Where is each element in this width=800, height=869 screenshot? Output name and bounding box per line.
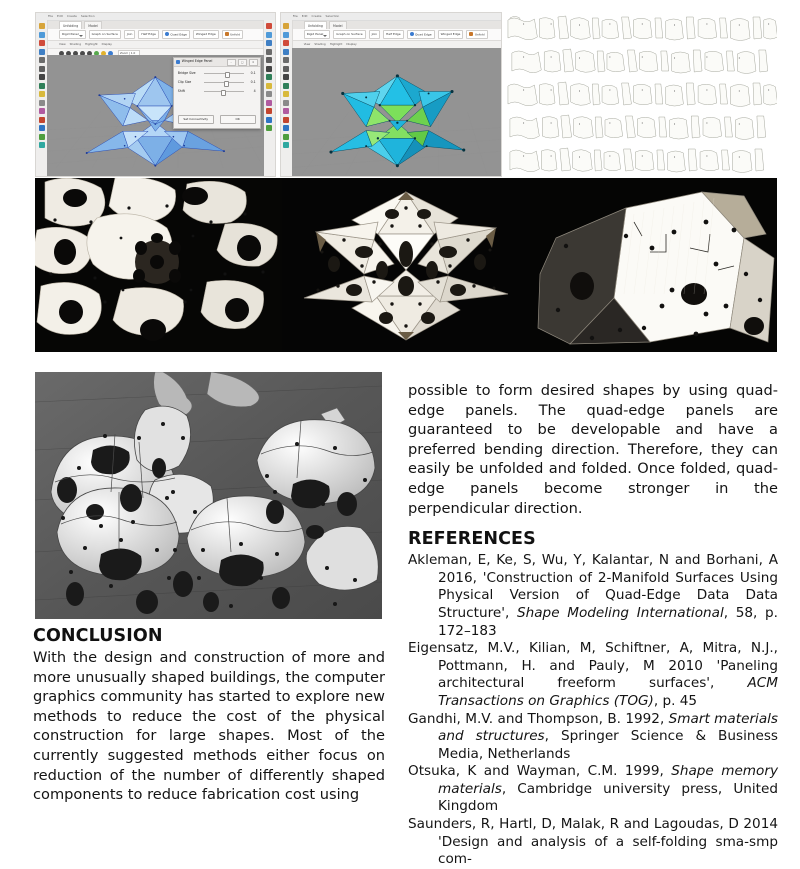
reference-text: Saunders, R, Hartl, D, Malak, R and Lagoudas, D 2014 'Design and analysis of a self-folding sma-smp com-	[408, 816, 778, 868]
ribbon-graph-on-surface-button[interactable]: Graph on Surface	[89, 30, 121, 39]
model-paneled-stellated[interactable]	[292, 48, 502, 176]
tool-icon-sidebar-camera[interactable]	[266, 74, 272, 80]
ribbon-unfold-label-2: Unfold	[474, 32, 485, 37]
software-screenshot-panel-1	[35, 12, 276, 177]
tool-icon-camera-2[interactable]	[283, 83, 289, 89]
ribbon-half-edge-button[interactable]: Half Edge	[138, 30, 159, 39]
dialog-row-shift[interactable]	[178, 89, 256, 94]
ribbon-unfold-label: Unfold	[230, 32, 240, 37]
tool-icon-sidebar-grid[interactable]	[266, 40, 272, 46]
reference-entry	[408, 552, 778, 640]
tool-icon-rotate-2[interactable]	[283, 66, 289, 72]
tool-icon-sidebar-layers[interactable]	[266, 32, 272, 38]
tool-icon-light[interactable]	[39, 91, 45, 97]
tool-icon-magnet[interactable]	[39, 100, 45, 106]
menu-item-edit[interactable]: Edit	[57, 14, 63, 18]
tool-icon-camera[interactable]	[39, 83, 45, 89]
tool-icon-magnet-2[interactable]	[283, 100, 289, 106]
reference-title-italic: Shape Modeling International	[516, 604, 724, 621]
ribbon-unfold-button[interactable]	[222, 30, 243, 40]
tool-icon-color-green-2[interactable]	[283, 134, 289, 140]
tool-icon-grid-2[interactable]	[283, 49, 289, 55]
dialog-title: Winged Edge Panel	[181, 59, 213, 64]
submenu-display[interactable]: Display	[101, 42, 112, 47]
photo-closeup-structure	[35, 178, 282, 352]
dialog-close-button[interactable]: ✕	[249, 59, 258, 66]
reference-title-italic: ACM Transactions on Graphics (TOG)	[438, 675, 778, 709]
menu-bar-2[interactable]	[281, 13, 502, 21]
winged-edge-panel-dialog[interactable]	[173, 57, 261, 129]
photo-workbench-domes	[35, 372, 382, 619]
tab-unfolding[interactable]: Unfolding	[59, 21, 82, 29]
ribbon-join-button[interactable]: Join	[124, 30, 135, 39]
ribbon-rigid-panel-dropdown-2[interactable]: Rigid Panel	[304, 30, 331, 39]
submenu-shading[interactable]: Shading	[69, 42, 82, 47]
ribbon-toolbar-2[interactable]	[292, 29, 502, 41]
reference-text: , Springer Science & Business Media, Netherlands	[438, 728, 778, 762]
ribbon-quad-edge-toggle-2[interactable]	[407, 30, 435, 40]
conclusion-heading: CONCLUSION	[33, 626, 163, 646]
reference-text: Gandhi, M.V. and Thompson, B. 1992,	[408, 710, 669, 727]
references-list	[408, 552, 778, 869]
clip-size-value: 0.1	[250, 79, 256, 84]
dialog-footer	[174, 115, 260, 128]
continuation-body: possible to form desired shapes by using quad-edge panels. The quad-edge panels are guaranteed to be developable and have a preferred bending direction. Therefore, they can easily be unfolded and folded. Once folded, quad-edge panels become stronger in the perpendicular direction.	[408, 382, 778, 517]
ribbon-quad-edge-toggle[interactable]	[162, 30, 190, 40]
photo-panel-detail	[530, 178, 777, 352]
reference-text: Otsuka, K and Wayman, C.M. 1999,	[408, 763, 672, 780]
clip-size-label: Clip Size	[177, 79, 192, 84]
ribbon-rigid-panel-dropdown[interactable]: Rigid Panel	[59, 30, 86, 39]
slider-handle[interactable]	[224, 81, 229, 87]
menu-item-file-2[interactable]: File	[292, 14, 298, 18]
submenu-view[interactable]: View	[59, 42, 66, 47]
ribbon-unfold-button-2[interactable]	[466, 30, 487, 40]
tool-icon-light-2[interactable]	[283, 91, 289, 97]
tool-icon-move[interactable]	[39, 57, 45, 63]
submenu-highlight[interactable]: Highlight	[85, 42, 98, 47]
tool-icon-layers-2[interactable]	[283, 32, 289, 38]
tool-icon-record-2[interactable]	[283, 40, 289, 46]
unfold-indicator-icon-2	[469, 32, 473, 36]
tool-icon-refresh[interactable]	[39, 74, 45, 80]
reference-text: , 58, p. 172–183	[438, 604, 778, 639]
menu-item-create-2[interactable]: Create	[311, 14, 322, 18]
bridge-size-value: 0.1	[250, 70, 256, 75]
ribbon-quad-edge-label: Quad Edge	[170, 32, 187, 37]
shift-slider[interactable]	[202, 89, 246, 94]
references-heading: REFERENCES	[408, 529, 536, 550]
menu-item-selection-2[interactable]: Selection	[325, 14, 340, 18]
tool-icon-sidebar-refresh[interactable]	[266, 66, 272, 72]
ribbon-half-edge-button-2[interactable]: Half Edge	[383, 30, 404, 39]
tool-icon-select-2[interactable]	[283, 23, 289, 29]
top-figure-row	[35, 12, 777, 177]
tab-model-2[interactable]: Model	[329, 21, 347, 29]
right-text-column	[408, 381, 778, 869]
dialog-row-bridge-size[interactable]	[178, 71, 256, 76]
submenu-shading-2[interactable]: Shading	[314, 42, 326, 47]
tool-icon-layers[interactable]	[39, 32, 45, 38]
menu-item-selection[interactable]: Selection	[80, 14, 95, 18]
reference-entry	[408, 711, 778, 764]
dialog-minimize-button[interactable]: –	[227, 59, 236, 66]
menu-item-edit-2[interactable]: Edit	[301, 14, 308, 18]
tool-icon-rotate[interactable]	[39, 66, 45, 72]
tool-icon-color-green[interactable]	[39, 134, 45, 140]
submenu-highlight-2[interactable]: Highlight	[329, 42, 343, 47]
shift-value: 4	[253, 88, 256, 93]
tool-icon-color-blue-2[interactable]	[283, 125, 289, 131]
dialog-body	[174, 67, 260, 101]
dialog-maximize-button[interactable]: □	[238, 59, 247, 66]
tool-icon-grid[interactable]	[39, 49, 45, 55]
photo-band	[35, 178, 777, 352]
tool-icon-color-teal-2[interactable]	[283, 142, 289, 148]
tool-icon-paint-2[interactable]	[283, 108, 289, 114]
tool-icon-select[interactable]	[39, 23, 45, 29]
dialog-app-icon	[176, 60, 180, 64]
ribbon-join-button-2[interactable]: Join	[369, 30, 380, 39]
ok-button[interactable]: OK	[220, 115, 256, 124]
reference-title-italic: Smart materials and structures	[438, 710, 779, 745]
view-submenu-bar[interactable]	[47, 41, 264, 49]
menu-item-create[interactable]: Create	[66, 14, 77, 18]
zoom-combo[interactable]: Zoom | 1.0	[118, 50, 140, 57]
tool-icon-sidebar-light[interactable]	[266, 83, 272, 89]
tool-icon-sidebar-red[interactable]	[266, 108, 272, 114]
reference-text: Akleman, E, Ke, S, Wu, Y, Kalantar, N and Borhani, A 2016, 'Construction of 2-Manifold Surfaces Using Physical Version of Quad-Edge Data Data Structure',	[408, 552, 778, 621]
tool-icon-move-2[interactable]	[283, 57, 289, 63]
ribbon-quad-edge-label-2: Quad Edge	[415, 32, 432, 37]
reference-title-italic: Shape memory materials	[438, 763, 778, 797]
tool-icon-color-red[interactable]	[39, 117, 45, 123]
submenu-display-2[interactable]: Display	[346, 42, 357, 47]
photo-workbench-drawing	[35, 372, 382, 619]
quad-edge-indicator-icon-2	[410, 32, 414, 36]
ribbon-winged-edge-button[interactable]: Winged Edge	[193, 30, 219, 39]
dialog-title-bar[interactable]	[174, 58, 260, 67]
tool-icon-color-teal[interactable]	[39, 142, 45, 148]
unfold-indicator-icon	[225, 32, 229, 36]
ribbon-toolbar[interactable]	[47, 29, 264, 41]
reference-entry	[408, 640, 778, 710]
unfold-pattern-drawing	[506, 12, 777, 177]
tool-icon-sidebar-paint[interactable]	[266, 100, 272, 106]
reference-text: , Cambridge university press, United Kingdom	[438, 780, 778, 815]
tool-icon-alert[interactable]	[266, 23, 272, 29]
tool-icon-sidebar-move[interactable]	[266, 49, 272, 55]
tab-bar[interactable]	[47, 21, 264, 29]
bridge-size-label: Bridge Size	[177, 70, 196, 75]
tool-icon-color-blue[interactable]	[39, 125, 45, 131]
tab-bar-2[interactable]	[292, 21, 502, 29]
dialog-row-clip-size[interactable]	[178, 80, 256, 85]
tab-unfolding-2[interactable]: Unfolding	[304, 21, 327, 29]
photo-full-model	[282, 178, 530, 352]
tool-icon-sidebar-green[interactable]	[266, 125, 272, 131]
reference-entry	[408, 763, 778, 816]
slider-handle[interactable]	[221, 90, 226, 96]
menu-bar[interactable]	[36, 13, 275, 21]
quad-edge-indicator-icon	[165, 32, 169, 36]
submenu-view-2[interactable]: View	[303, 42, 311, 47]
bridge-size-slider[interactable]	[202, 71, 246, 76]
reference-entry	[408, 816, 778, 869]
photo-full-model-drawing	[282, 178, 530, 352]
tool-icon-sidebar-magnet[interactable]	[266, 91, 272, 97]
software-screenshot-panel-2	[280, 12, 503, 177]
viewport-3d-panel-2[interactable]	[292, 48, 502, 176]
right-toolbar[interactable]	[263, 20, 275, 176]
reference-text: Eigensatz, M.V., Kilian, M, Schiftner, A, Mitra, N.J., Pottmann, H. and Pauly, M 2010 'Paneling architectural freeform surfaces',	[408, 640, 778, 692]
conclusion-body: With the design and construction of more and more unusually shaped buildings, the computer graphics community has started to explore new methods to reduce the cost of the physical construction for large shapes. Most of the currently suggested methods either focus on reduction of the number of differently shaped components to reduce fabrication cost using	[33, 649, 385, 804]
clip-size-slider[interactable]	[202, 80, 246, 85]
tool-icon-color-red-2[interactable]	[283, 117, 289, 123]
shift-label: Shift	[177, 88, 185, 93]
menu-item-file[interactable]: File	[48, 14, 54, 18]
photo-closeup-drawing	[35, 178, 282, 352]
ribbon-winged-edge-button-2[interactable]: Winged Edge	[438, 30, 464, 39]
tab-model[interactable]: Model	[84, 21, 102, 29]
reference-text: , p. 45	[653, 692, 698, 709]
slider-handle[interactable]	[225, 72, 230, 78]
tool-icon-record[interactable]	[39, 40, 45, 46]
unfold-pattern-panel	[506, 12, 777, 177]
left-text-column	[33, 626, 385, 805]
tool-icon-sidebar-rotate[interactable]	[266, 57, 272, 63]
tool-icon-refresh-2[interactable]	[283, 74, 289, 80]
photo-panel-detail-drawing	[530, 178, 777, 352]
tool-icon-sidebar-blue[interactable]	[266, 117, 272, 123]
set-connectivity-button[interactable]: Set Connectivity	[178, 115, 214, 124]
tool-icon-paint[interactable]	[39, 108, 45, 114]
ribbon-graph-on-surface-button-2[interactable]: Graph on Surface	[333, 30, 365, 39]
